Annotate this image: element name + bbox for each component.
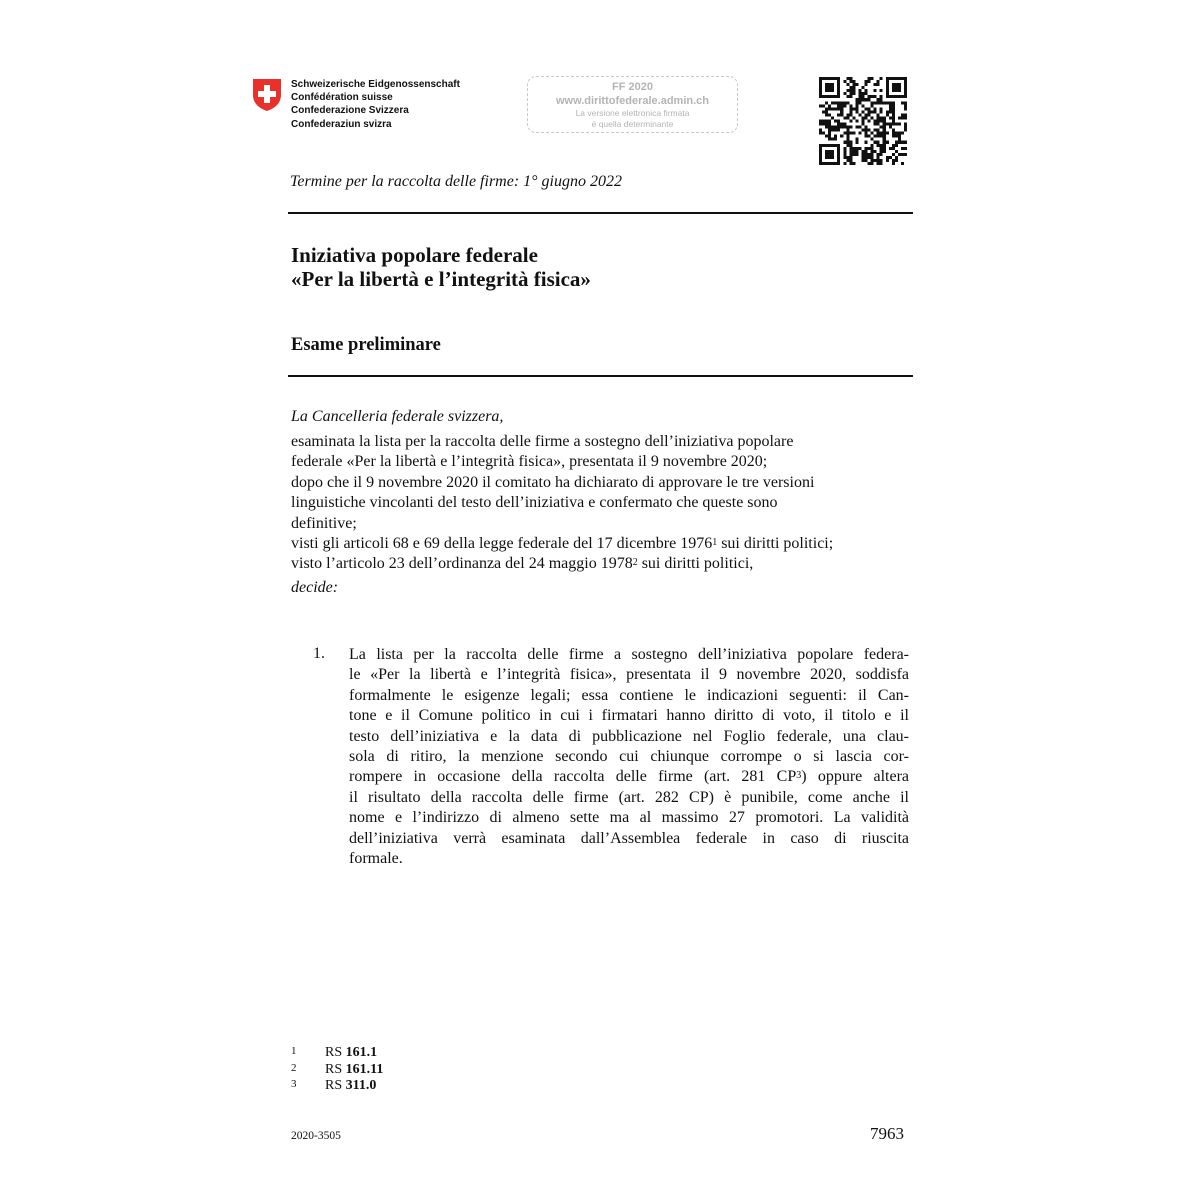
footnote-number: 3 bbox=[291, 1078, 297, 1090]
footnote-ref: 3 bbox=[796, 770, 802, 782]
stamp-note-1: La versione elettronica firmata bbox=[575, 108, 690, 118]
stamp-url: www.dirittofederale.admin.ch bbox=[555, 95, 709, 107]
item-number: 1. bbox=[313, 645, 325, 662]
footnote-text bbox=[325, 1062, 383, 1079]
swiss-cross-icon bbox=[252, 78, 282, 112]
preamble-line: linguistiche vincolanti del testo dell’iniziativa e confermato che queste sono bbox=[291, 494, 778, 512]
item-line: testo dell’iniziativa e la data di pubblicazione nel Foglio federale, una clau- bbox=[349, 727, 909, 745]
footnote-text bbox=[325, 1045, 377, 1062]
item-line: formale. bbox=[349, 850, 403, 868]
preamble-line: dopo che il 9 novembre 2020 il comitato ha dichiarato di approvare le tre versioni bbox=[291, 473, 815, 491]
item-text: ) oppure altera bbox=[801, 768, 910, 786]
footnote-ref: 2 bbox=[632, 557, 638, 569]
item-line: formalmente le esigenze legali; essa contiene le indicazioni seguenti: il Can- bbox=[349, 686, 909, 704]
footnote-number: 1 bbox=[291, 1045, 297, 1057]
footnote-number: 2 bbox=[291, 1061, 297, 1074]
preamble-line: federale «Per la libertà e l’integrità fisica», presentata il 9 novembre 2020; bbox=[291, 453, 768, 471]
item-line: nome e l’indirizzo di almeno sette ma al massimo 27 promotori. La validità bbox=[349, 809, 909, 827]
footnote-ref-number: 311.0 bbox=[345, 1078, 377, 1093]
footnote-prefix: RS bbox=[325, 1078, 343, 1093]
item-line: il risultato della raccolta delle firme (art. 282 CP) è punibile, come anche il bbox=[349, 788, 909, 806]
gov-name-de: Schweizerische Eidgenossenschaft bbox=[291, 79, 460, 90]
authority: La Cancelleria federale svizzera, bbox=[291, 408, 504, 425]
document-code: 2020-3505 bbox=[291, 1130, 341, 1142]
footnote-ref-number: 161.1 bbox=[345, 1045, 378, 1060]
preamble bbox=[291, 432, 911, 575]
preamble-line: definitive; bbox=[291, 514, 357, 532]
footnote-prefix: RS bbox=[325, 1045, 343, 1060]
item-text: rompere in occasione della raccolta delle firme (art. 281 CP bbox=[349, 768, 797, 786]
signature-deadline: Termine per la raccolta delle firme: 1° giugno 2022 bbox=[290, 173, 622, 190]
decision-heading: decide: bbox=[291, 579, 339, 596]
item-line: le «Per la libertà e l’integrità fisica», presentata il 9 novembre 2020, soddisfa bbox=[349, 666, 909, 684]
item-line: sola di ritiro, la menzione secondo cui chiunque corrompe o si lascia cor- bbox=[349, 748, 909, 766]
title-line-2: «Per la libertà e l’integrità fisica» bbox=[291, 267, 591, 291]
item-line: tone e il Comune politico in cui i firmatari hanno diritto di voto, il titolo e il bbox=[349, 707, 909, 725]
page-number: 7963 bbox=[870, 1124, 904, 1143]
stamp-ff: FF 2020 bbox=[612, 81, 653, 93]
preamble-line bbox=[291, 534, 911, 554]
footnote-ref-number: 161.11 bbox=[345, 1061, 384, 1077]
title-line-1: Iniziativa popolare federale bbox=[291, 243, 538, 267]
preamble-line: esaminata la lista per la raccolta delle firme a sostegno dell’iniziativa popolare bbox=[291, 433, 794, 450]
item-line: La lista per la raccolta delle firme a sostegno dell’iniziativa popolare federa- bbox=[349, 646, 909, 663]
gov-name-fr: Confédération suisse bbox=[291, 92, 393, 104]
preamble-text: sui diritti politici, bbox=[637, 555, 754, 573]
item-line bbox=[349, 767, 909, 787]
preamble-text: sui diritti politici; bbox=[717, 535, 834, 553]
gov-name-rm: Confederaziun svizra bbox=[291, 118, 392, 130]
page-title bbox=[291, 243, 591, 291]
stamp-note-2: è quella determinante bbox=[591, 119, 674, 129]
preamble-text: visto l’articolo 23 dell’ordinanza del 24 maggio 1978 bbox=[291, 555, 633, 573]
item-line: dell’iniziativa verrà esaminata dall’Assemblea federale in caso di riuscita bbox=[349, 829, 909, 847]
divider bbox=[288, 212, 913, 214]
qr-code-icon bbox=[819, 77, 907, 165]
preamble-text: visti gli articoli 68 e 69 della legge federale del 17 dicembre 1976 bbox=[291, 535, 713, 553]
footnote-prefix: RS bbox=[325, 1061, 343, 1077]
footnote-ref: 1 bbox=[712, 537, 718, 549]
item-body bbox=[349, 645, 909, 869]
publication-stamp bbox=[527, 76, 738, 133]
preamble-line bbox=[291, 554, 911, 574]
section-title: Esame preliminare bbox=[291, 335, 441, 355]
government-names bbox=[291, 78, 460, 131]
gov-name-it: Confederazione Svizzera bbox=[291, 105, 409, 117]
footnote-text bbox=[325, 1078, 376, 1095]
divider bbox=[288, 375, 913, 377]
